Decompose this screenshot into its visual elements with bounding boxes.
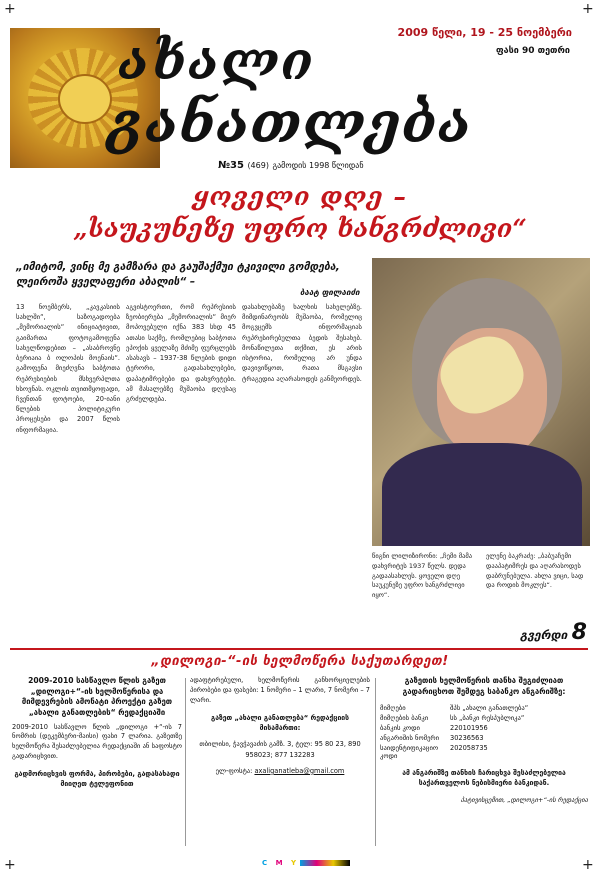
bank-details-title: გაზეთის ხელმოწერის თანხა შეგიძლიათ გადარიცხოთ შემდეგ საბანკო ანგარიშზე: xyxy=(402,676,566,696)
subscription-left-block xyxy=(12,676,182,852)
bank-details-block xyxy=(380,676,588,852)
headline-line1: ყოველი დღე – xyxy=(193,182,407,211)
table-row: ანგარიშის ნომერი 30236563 xyxy=(380,734,484,743)
page-reference xyxy=(520,620,587,645)
section-divider xyxy=(10,648,588,650)
table-row: მიმღები შპს „ახალი განათლება“ xyxy=(380,704,529,713)
table-row: საიდენტიფიკაციო კოდი 202058735 xyxy=(380,744,488,761)
article-column-3: დასახლებაზე ხალხის სახელებზე. მიმდინარეობს მუშაობა, რომელიც მოგვცემს ინფორმაციას რეპრესირებულთა ბედის შესახებ. მონაწილეთა თქმით, ეს არის ისტორია, რომელიც არ უნდა დავივიწყოთ, რათა მსგავსი ტრაგედია აღარასოდეს განმეორდეს. xyxy=(242,303,362,383)
editorial-address: თბილისი, ჭავჭავაძის გამზ. 3, ტელ: 95 80 23, 890 958023; 877 132283 xyxy=(199,740,361,759)
kicker-author: ბაატ ფილაიძი xyxy=(300,288,360,297)
signoff: პატივისცემით, „დილოგი+“-ის რედაქცია xyxy=(460,796,588,805)
table-row: მიმღების ბანკი სს „ბანკი რესპუბლიკა“ xyxy=(380,714,525,723)
subscription-banner: „დილოგი-“-ის ხელმოწერა საქუთარდეთ! xyxy=(151,654,449,669)
editorial-address-title: გაზეთ „ახალი განათლება“ რედაქციის მისამართი: xyxy=(211,713,349,732)
table-row: ბანკის კოდი 220101956 xyxy=(380,724,488,733)
issue-number-value: №35 xyxy=(218,160,244,171)
editorial-email xyxy=(190,766,370,776)
article-photo xyxy=(372,258,590,546)
masthead-title-line1: ახალი xyxy=(118,31,316,92)
bank-details-table xyxy=(380,703,588,761)
subscription-middle-block xyxy=(190,676,370,852)
email-link[interactable]: axaliganatleba@gmail.com xyxy=(254,766,345,775)
crop-mark: + xyxy=(4,1,16,17)
cmyk-c: C xyxy=(262,859,271,867)
cmyk-m: M xyxy=(275,859,286,867)
crop-mark: + xyxy=(4,857,16,873)
page-reference-label: გვერდი xyxy=(520,628,568,642)
crop-mark: + xyxy=(582,857,594,873)
color-bar xyxy=(300,860,350,866)
email-label: ელ-ფოსტა: xyxy=(215,766,253,775)
subscription-left-title: 2009-2010 სასწავლო წლის გაზეთ „დილოგი+“-ის ხელმოწერისა და მიმდევრების ამონატი პროექტი გაზეთ „ახალი განათლების“ რედაქციაში xyxy=(21,676,173,717)
cmyk-y: Y xyxy=(290,859,300,867)
issue-price: ფასი 90 თეთრი xyxy=(495,46,570,56)
issue-number xyxy=(218,160,364,171)
founded-line: გამოდის 1998 წლიდან xyxy=(272,161,364,170)
headline-line2: „საუკუნეზე უფრო ხანგრძლივი“ xyxy=(73,214,527,243)
subscription-middle-text: ადაფტირებული, ხელმოწერის განხორციელების პირობები და ფასები: 1 ნომერი – 1 ლარი, 7 ნომერი – 7 ლარი. xyxy=(190,676,370,704)
bank-note: ამ ანგარიშზე თანხის ჩარიცხვა შესაძლებელია საქართველოს ნებისმიერი ბანკიდან. xyxy=(402,769,566,787)
kicker-quote: „იმიტომ, ვინც მე გამზარა და გაუშაქმუი ტკივილი გომდება, ლეიროშა ყველაფერი აბალის“ – xyxy=(16,261,340,289)
page-reference-number: 8 xyxy=(571,620,587,645)
photo-caption-1: წიგნი ლილიზირონი: „ჩემი მამა დახვრიტეს 1937 წელს. დედა გადაასახლეს. ყოველი დღე საუკუნეზე უფრო ხანგრძლივი იყო“. xyxy=(372,552,473,599)
column-divider xyxy=(375,678,376,846)
photo-caption-2: ელენე ბაკრაძე: „ბაბუაჩემი დააპატიმრეს და აღარასოდეს დაბრუნებულა. ახლა ვიცი, სად და როდის მოკლეს“. xyxy=(486,552,584,590)
article-column-1: 13 ნოემბერს, „კავკასიის სახლში“, საზოგადოება „მემორიალის“ ინიციატივით, გაიმართა ფოტოგამოფენა სახელწოდებით – „ასაბროვნე ბერიაია ბ ოლოპის მოენაის“. გამოფენა მიეძღვნა საბჭოთა რეპრესიების მსხვერპლთა ხსოვნას. ოკლის თვითმყოფადი, ჩვენთან ფოტოები, 20-იანი წლების პოლიტიკური პროცესები და 2007 წლის ინფორმაცია. xyxy=(16,303,120,434)
crop-mark: + xyxy=(582,1,594,17)
masthead-title-line2: განათლება xyxy=(108,90,473,156)
subscription-left-text: 2009-2010 სასწავლო წლის „დილოგი +“-ის 7 ნომრის (დეკემბერი-მაისი) ფასი 7 ლარია. გაზეთზე ხელმოწერა შესაძლებელია რედაქციაში ან საფოსტო გადარიცხვით. xyxy=(12,722,182,761)
column-divider xyxy=(185,678,186,846)
subscription-left-caps: გადმორიცხვის ფორმა, პირობები, გადასახადი მიიღეთ ტელეფონით xyxy=(14,770,180,788)
issue-date: 2009 წელი, 19 - 25 ნოემბერი xyxy=(397,26,572,39)
article-column-2: აგვისტოერთი, რომ რეპრესიის ზეობიერება „მემორიალის“ მიერ მოპოვებული იქნა 383 სხდ 45 ათასი საქმე, რომლებიც საბჭოთა ეპოქის ყველაზე მძიმე ფურცლებს ასახავს – 1937-38 წლების დიდი ტერორი, გადასახლებები, დაპატიმრებები და დახვრეტები. ამ მასალებზე მუშაობა დღესაც გრძელდება. xyxy=(126,303,236,403)
issue-total: (469) xyxy=(247,161,269,170)
